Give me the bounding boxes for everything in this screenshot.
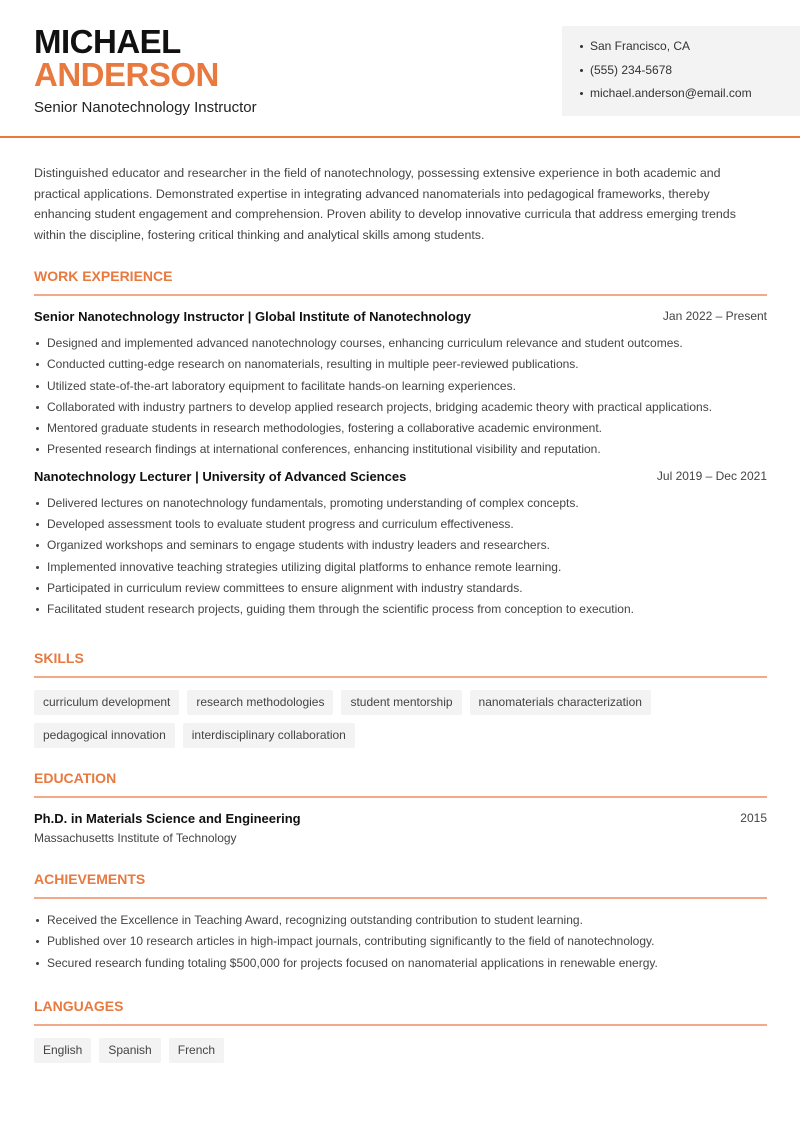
language-chip: Spanish <box>99 1038 160 1063</box>
languages-list <box>34 1038 767 1063</box>
bullet-item: Designed and implemented advanced nanotechnology courses, enhancing curriculum relevance and student outcomes. <box>34 335 767 356</box>
section-skills <box>34 648 767 748</box>
bullet-item: Mentored graduate students in research methodologies, fostering a collaborative academic environment. <box>34 420 767 441</box>
section-divider <box>34 1024 767 1026</box>
job-dates: Jan 2022 – Present <box>662 309 767 323</box>
resume-header <box>0 0 800 138</box>
section-title: WORK EXPERIENCE <box>34 268 173 284</box>
achievement-item: Secured research funding totaling $500,000 for projects focused on nanomaterial applications in renewable energy. <box>34 955 767 976</box>
education-school: Massachusetts Institute of Technology <box>34 831 237 845</box>
bullet-item: Developed assessment tools to evaluate student progress and curriculum effectiveness. <box>34 516 767 537</box>
section-divider <box>34 294 767 296</box>
contact-location: San Francisco, CA <box>578 38 800 62</box>
education-degree: Ph.D. in Materials Science and Engineering <box>34 811 301 826</box>
bullet-item: Collaborated with industry partners to develop applied research projects, bridging academic theory with practical applications. <box>34 399 767 420</box>
achievement-item: Published over 10 research articles in high-impact journals, contributing significantly to the field of nanotechnology. <box>34 933 767 954</box>
contact-email[interactable]: michael.anderson@email.com <box>578 85 800 109</box>
skill-chip: interdisciplinary collaboration <box>183 723 355 748</box>
section-title: SKILLS <box>34 650 84 666</box>
last-name: ANDERSON <box>34 56 219 93</box>
job-heading: Nanotechnology Lecturer | University of Advanced Sciences <box>34 468 407 484</box>
skill-chip: research methodologies <box>187 690 333 715</box>
job-entry <box>34 309 767 463</box>
bullet-item: Facilitated student research projects, guiding them through the scientific process from conception to execution. <box>34 601 767 622</box>
contact-box <box>562 26 800 116</box>
summary-paragraph: Distinguished educator and researcher in the field of nanotechnology, possessing extensive experience in both academic and practical applications. Demonstrated expertise in integrating advanced nanomaterials into pedagogical frameworks, thereby enhancing student engagement and comprehension. Proven ability to develop innovative curricula that address emerging trends within the discipline, fostering critical thinking and analytical skills among students. <box>34 166 736 242</box>
job-bullets <box>34 335 767 463</box>
headline-title: Senior Nanotechnology Instructor <box>34 99 257 116</box>
skills-list <box>34 690 767 748</box>
language-chip: French <box>169 1038 224 1063</box>
contact-phone: (555) 234-5678 <box>578 62 800 86</box>
job-bullets <box>34 495 767 623</box>
skill-chip: curriculum development <box>34 690 179 715</box>
skill-chip: student mentorship <box>341 690 461 715</box>
bullet-item: Participated in curriculum review committees to ensure alignment with industry standards. <box>34 580 767 601</box>
section-divider <box>34 897 767 899</box>
achievements-list <box>34 912 767 976</box>
bullet-item: Presented research findings at international conferences, enhancing institutional visibility and reputation. <box>34 441 767 462</box>
language-chip: English <box>34 1038 91 1063</box>
skill-chip: pedagogical innovation <box>34 723 175 748</box>
first-name: MICHAEL <box>34 23 181 60</box>
bullet-item: Utilized state-of-the-art laboratory equipment to facilitate hands-on learning experiences. <box>34 378 767 399</box>
section-achievements <box>34 869 767 976</box>
education-year: 2015 <box>740 811 767 825</box>
section-divider <box>34 676 767 678</box>
bullet-item: Organized workshops and seminars to engage students with industry leaders and researchers. <box>34 537 767 558</box>
achievement-item: Received the Excellence in Teaching Award, recognizing outstanding contribution to student learning. <box>34 912 767 933</box>
section-work-experience <box>34 266 767 623</box>
section-education <box>34 768 767 845</box>
job-heading: Senior Nanotechnology Instructor | Global Institute of Nanotechnology <box>34 309 471 324</box>
section-divider <box>34 796 767 798</box>
section-title: ACHIEVEMENTS <box>34 871 146 887</box>
skill-chip: nanomaterials characterization <box>470 690 651 715</box>
bullet-item: Delivered lectures on nanotechnology fundamentals, promoting understanding of complex concepts. <box>34 495 767 516</box>
bullet-item: Implemented innovative teaching strategies utilizing digital platforms to enhance remote learning. <box>34 559 767 580</box>
section-languages <box>34 996 767 1063</box>
section-title: LANGUAGES <box>34 998 124 1014</box>
section-title: EDUCATION <box>34 770 117 786</box>
job-dates: Jul 2019 – Dec 2021 <box>656 468 767 483</box>
job-entry <box>34 469 767 623</box>
bullet-item: Conducted cutting-edge research on nanomaterials, resulting in multiple peer-reviewed publications. <box>34 356 767 377</box>
